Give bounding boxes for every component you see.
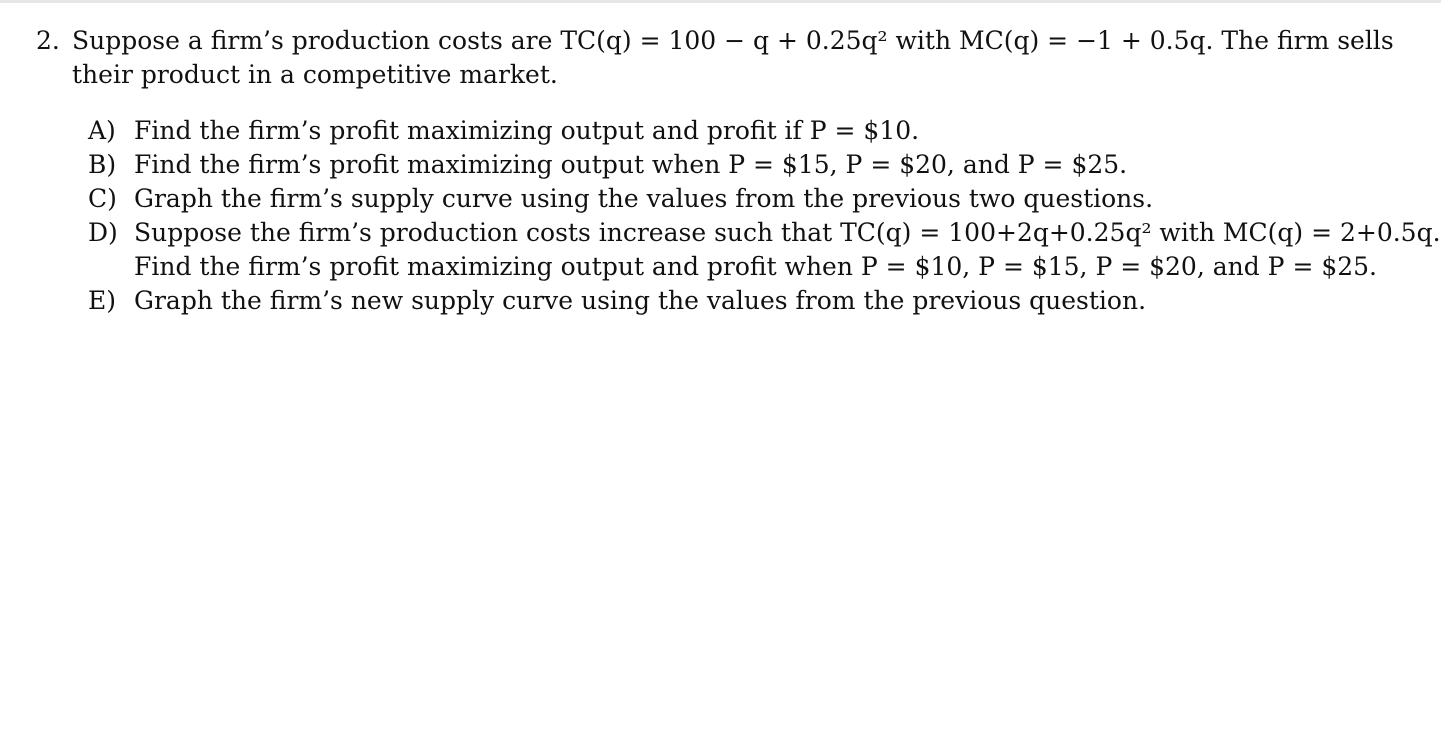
part-text-line-1: Suppose the firm’s production costs increase such that TC(q) = 100+2q+0.25q² with MC(q) = 2+0.5q.	[134, 218, 1441, 247]
problem-parts	[36, 114, 1441, 318]
part-label: A)	[88, 116, 116, 145]
part-text: Find the firm’s profit maximizing output when P = $15, P = $20, and P = $25.	[134, 150, 1128, 179]
problem-stem	[72, 24, 1406, 92]
part-label: C)	[88, 184, 117, 213]
part-b	[88, 148, 1406, 182]
stem-line-2: their product in a competitive market.	[72, 60, 558, 89]
document-body	[36, 24, 1441, 318]
part-label: B)	[88, 150, 117, 179]
part-d	[88, 216, 1441, 284]
part-c	[88, 182, 1406, 216]
problem-number: 2.	[36, 26, 60, 55]
top-border	[0, 0, 1441, 3]
part-text: Find the firm’s profit maximizing output and profit if P = $10.	[134, 116, 920, 145]
part-e	[88, 284, 1406, 318]
part-a	[88, 114, 1406, 148]
part-label: D)	[88, 218, 118, 247]
part-text-line-2: Find the firm’s profit maximizing output and profit when P = $10, P = $15, P = $20, and P = $25.	[134, 252, 1378, 281]
part-text: Graph the firm’s supply curve using the values from the previous two questions.	[134, 184, 1154, 213]
problem-2	[36, 24, 1406, 92]
part-label: E)	[88, 286, 117, 315]
stem-line-1: Suppose a firm’s production costs are TC(q) = 100 − q + 0.25q² with MC(q) = −1 + 0.5q. The firm sells	[72, 26, 1394, 55]
part-text: Graph the firm’s new supply curve using the values from the previous question.	[134, 286, 1147, 315]
